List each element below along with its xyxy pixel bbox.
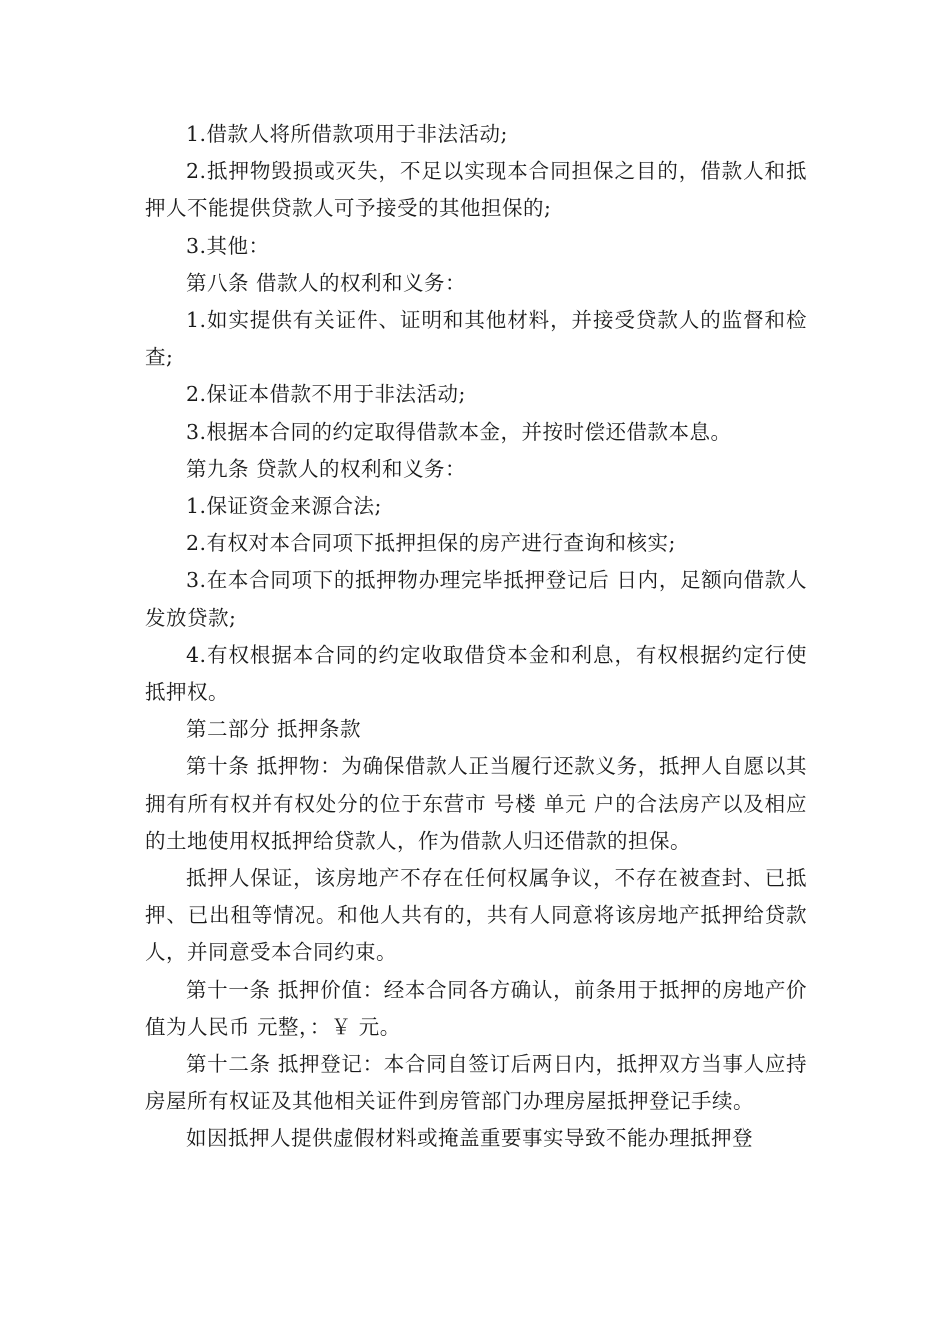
- paragraph-7: 3.根据本合同的约定取得借款本金，并按时偿还借款本息。: [186, 419, 732, 444]
- paragraph-9: 1.保证资金来源合法;: [186, 494, 382, 519]
- part-2-heading: 第二部分 抵押条款: [186, 717, 362, 742]
- paragraph-10: 2.有权对本合同项下抵押担保的房产进行查询和核实;: [186, 531, 676, 556]
- paragraph-6: 2.保证本借款不用于非法活动;: [186, 382, 466, 407]
- paragraph-3: 3.其他：: [186, 233, 270, 258]
- paragraph-12: 4.有权根据本合同的约定收取借贷本金和利息，有权根据约定行使抵押权。: [145, 642, 807, 705]
- paragraph-11: 3.在本合同项下的抵押物办理完毕抵押登记后 日内，足额向借款人发放贷款;: [145, 568, 807, 630]
- paragraph-15: 抵押人保证，该房地产不存在任何权属争议，不存在被查封、已抵押、已出租等情况。和他人共有的，共有人同意将该房地产抵押给贷款人，并同意受本合同约束。: [145, 866, 807, 965]
- article-11: 第十一条 抵押价值：经本合同各方确认，前条用于抵押的房地产价值为人民币 元整，：￥ 元。: [145, 977, 807, 1039]
- paragraph-5: 1.如实提供有关证件、证明和其他材料，并接受贷款人的监督和检查;: [145, 308, 807, 370]
- document-page: [145, 116, 807, 1158]
- paragraph-1: 1.借款人将所借款项用于非法活动;: [186, 122, 508, 146]
- paragraph-18: 如因抵押人提供虚假材料或掩盖重要事实导致不能办理抵押登: [186, 1126, 753, 1151]
- article-10: 第十条 抵押物：为确保借款人正当履行还款义务，抵押人自愿以其拥有所有权并有权处分的位于东营市 号楼 单元 户的合法房产以及相应的土地使用权抵押给贷款人，作为借款人归还借款的担保。: [145, 754, 807, 853]
- article-12: 第十二条 抵押登记：本合同自签订后两日内，抵押双方当事人应持房屋所有权证及其他相关证件到房管部门办理房屋抵押登记手续。: [145, 1052, 807, 1114]
- article-8-heading: 第八条 借款人的权利和义务：: [186, 270, 467, 295]
- article-9-heading: 第九条 贷款人的权利和义务：: [186, 456, 467, 481]
- paragraph-2: 2.抵押物毁损或灭失，不足以实现本合同担保之目的，借款人和抵押人不能提供贷款人可予接受的其他担保的;: [145, 159, 807, 221]
